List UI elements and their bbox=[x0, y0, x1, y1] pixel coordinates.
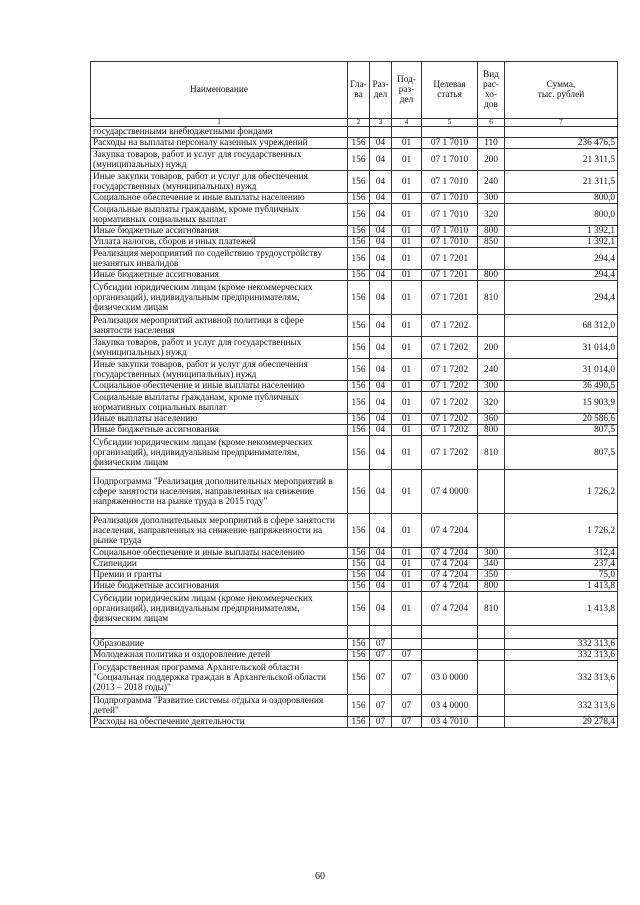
cell-glava bbox=[348, 626, 370, 639]
cell-vid-rashodov bbox=[478, 315, 505, 337]
cell-razdel: 04 bbox=[370, 581, 392, 592]
cell-vid-rashodov: 110 bbox=[478, 138, 505, 149]
cell-celevaya-statya: 07 1 7010 bbox=[422, 193, 478, 204]
cell-podrazdel: 01 bbox=[392, 514, 422, 548]
cell-summa: 332 313,6 bbox=[505, 661, 618, 695]
cell-celevaya-statya: 07 1 7202 bbox=[422, 337, 478, 359]
table-row bbox=[91, 381, 618, 392]
cell-vid-rashodov bbox=[478, 514, 505, 548]
cell-name: Иные закупки товаров, работ и услуг для обеспечения государственных (муниципальных) нужд bbox=[91, 171, 348, 193]
cell-glava: 156 bbox=[348, 248, 370, 270]
cell-razdel: 04 bbox=[370, 193, 392, 204]
cell-glava: 156 bbox=[348, 149, 370, 171]
cell-summa: 294,4 bbox=[505, 281, 618, 315]
cell-razdel bbox=[370, 127, 392, 138]
cell-vid-rashodov bbox=[478, 248, 505, 270]
cell-podrazdel bbox=[392, 639, 422, 650]
cell-celevaya-statya bbox=[422, 650, 478, 661]
cell-glava: 156 bbox=[348, 171, 370, 193]
cell-glava: 156 bbox=[348, 392, 370, 414]
cell-summa: 75,0 bbox=[505, 570, 618, 581]
table-row bbox=[91, 337, 618, 359]
cell-vid-rashodov: 800 bbox=[478, 226, 505, 237]
table-row bbox=[91, 548, 618, 559]
cell-summa: 29 278,4 bbox=[505, 717, 618, 728]
table-row bbox=[91, 138, 618, 149]
table-row bbox=[91, 127, 618, 138]
cell-name: Социальное обеспечение и иные выплаты населению bbox=[91, 381, 348, 392]
header-summa: Сумма, тыс. рублей bbox=[505, 62, 618, 119]
cell-vid-rashodov: 300 bbox=[478, 193, 505, 204]
cell-celevaya-statya: 07 1 7010 bbox=[422, 138, 478, 149]
cell-vid-rashodov: 800 bbox=[478, 581, 505, 592]
cell-summa: 15 903,9 bbox=[505, 392, 618, 414]
cell-summa: 312,4 bbox=[505, 548, 618, 559]
cell-razdel: 07 bbox=[370, 695, 392, 717]
cell-razdel: 04 bbox=[370, 425, 392, 436]
cell-glava: 156 bbox=[348, 470, 370, 514]
cell-razdel: 04 bbox=[370, 392, 392, 414]
cell-vid-rashodov: 240 bbox=[478, 359, 505, 381]
cell-glava bbox=[348, 127, 370, 138]
cell-name: Реализация мероприятий активной политики в сфере занятости населения bbox=[91, 315, 348, 337]
cell-summa: 1 413,8 bbox=[505, 592, 618, 626]
column-number: 1 bbox=[91, 119, 348, 127]
cell-podrazdel bbox=[392, 626, 422, 639]
cell-name: Уплата налогов, сборов и иных платежей bbox=[91, 237, 348, 248]
cell-podrazdel: 01 bbox=[392, 559, 422, 570]
cell-summa: 1 413,8 bbox=[505, 581, 618, 592]
cell-razdel: 07 bbox=[370, 650, 392, 661]
cell-name: Иные бюджетные ассигнования bbox=[91, 226, 348, 237]
cell-vid-rashodov: 320 bbox=[478, 204, 505, 226]
cell-summa: 1 726,2 bbox=[505, 470, 618, 514]
cell-summa: 31 014,0 bbox=[505, 359, 618, 381]
column-number: 6 bbox=[478, 119, 505, 127]
cell-glava: 156 bbox=[348, 548, 370, 559]
table-row bbox=[91, 639, 618, 650]
cell-razdel: 04 bbox=[370, 559, 392, 570]
cell-razdel: 04 bbox=[370, 171, 392, 193]
cell-razdel bbox=[370, 626, 392, 639]
cell-podrazdel: 01 bbox=[392, 470, 422, 514]
cell-vid-rashodov: 810 bbox=[478, 436, 505, 470]
column-number: 2 bbox=[348, 119, 370, 127]
cell-razdel: 04 bbox=[370, 204, 392, 226]
cell-name: Социальные выплаты гражданам, кроме публичных нормативных социальных выплат bbox=[91, 204, 348, 226]
cell-podrazdel: 01 bbox=[392, 248, 422, 270]
cell-vid-rashodov: 360 bbox=[478, 414, 505, 425]
cell-razdel: 04 bbox=[370, 226, 392, 237]
table-row bbox=[91, 281, 618, 315]
cell-celevaya-statya: 07 1 7202 bbox=[422, 381, 478, 392]
cell-name: государственными внебюджетными фондами bbox=[91, 127, 348, 138]
cell-name: Закупка товаров, работ и услуг для государственных (муниципальных) нужд bbox=[91, 337, 348, 359]
table-row bbox=[91, 592, 618, 626]
cell-name: Подпрограмма "Развитие системы отдыха и оздоровления детей" bbox=[91, 695, 348, 717]
cell-celevaya-statya: 07 4 7204 bbox=[422, 559, 478, 570]
cell-podrazdel: 07 bbox=[392, 717, 422, 728]
cell-celevaya-statya: 07 1 7201 bbox=[422, 270, 478, 281]
cell-name: Стипендии bbox=[91, 559, 348, 570]
header-glava: Гла- ва bbox=[348, 62, 370, 119]
cell-name: Социальные выплаты гражданам, кроме публичных нормативных социальных выплат bbox=[91, 392, 348, 414]
cell-name: Иные бюджетные ассигнования bbox=[91, 581, 348, 592]
cell-celevaya-statya: 07 4 7204 bbox=[422, 570, 478, 581]
cell-glava: 156 bbox=[348, 226, 370, 237]
cell-celevaya-statya: 07 4 7204 bbox=[422, 592, 478, 626]
cell-summa: 294,4 bbox=[505, 270, 618, 281]
cell-celevaya-statya: 07 4 0000 bbox=[422, 470, 478, 514]
header-vid-rashodov: Вид рас- хо- дов bbox=[478, 62, 505, 119]
cell-summa bbox=[505, 127, 618, 138]
cell-vid-rashodov bbox=[478, 626, 505, 639]
cell-podrazdel: 01 bbox=[392, 138, 422, 149]
cell-vid-rashodov: 810 bbox=[478, 281, 505, 315]
table-header-row bbox=[91, 62, 618, 119]
cell-glava: 156 bbox=[348, 237, 370, 248]
cell-celevaya-statya: 07 4 7204 bbox=[422, 581, 478, 592]
cell-summa: 31 014,0 bbox=[505, 337, 618, 359]
cell-glava: 156 bbox=[348, 717, 370, 728]
cell-podrazdel: 01 bbox=[392, 193, 422, 204]
table-row bbox=[91, 414, 618, 425]
cell-glava: 156 bbox=[348, 650, 370, 661]
cell-celevaya-statya: 07 1 7202 bbox=[422, 359, 478, 381]
cell-summa: 68 312,0 bbox=[505, 315, 618, 337]
cell-name: Субсидии юридическим лицам (кроме некоммерческих организаций), индивидуальным предпринимателям, физическим лицам bbox=[91, 592, 348, 626]
cell-podrazdel: 01 bbox=[392, 337, 422, 359]
cell-vid-rashodov bbox=[478, 639, 505, 650]
cell-glava: 156 bbox=[348, 425, 370, 436]
cell-glava: 156 bbox=[348, 281, 370, 315]
cell-razdel: 04 bbox=[370, 270, 392, 281]
cell-summa: 332 313,6 bbox=[505, 695, 618, 717]
cell-vid-rashodov: 800 bbox=[478, 425, 505, 436]
cell-podrazdel: 01 bbox=[392, 315, 422, 337]
column-number: 3 bbox=[370, 119, 392, 127]
cell-name: Иные бюджетные ассигнования bbox=[91, 270, 348, 281]
cell-razdel: 04 bbox=[370, 248, 392, 270]
cell-glava: 156 bbox=[348, 514, 370, 548]
cell-celevaya-statya: 07 1 7201 bbox=[422, 248, 478, 270]
cell-glava: 156 bbox=[348, 337, 370, 359]
table-row bbox=[91, 171, 618, 193]
cell-glava: 156 bbox=[348, 315, 370, 337]
cell-name: Расходы на выплаты персоналу казенных учреждений bbox=[91, 138, 348, 149]
cell-name: Реализация мероприятий по содействию трудоустройству незанятых инвалидов bbox=[91, 248, 348, 270]
cell-podrazdel: 01 bbox=[392, 204, 422, 226]
cell-glava: 156 bbox=[348, 270, 370, 281]
cell-name: Закупка товаров, работ и услуг для государственных (муниципальных) нужд bbox=[91, 149, 348, 171]
cell-vid-rashodov: 320 bbox=[478, 392, 505, 414]
cell-podrazdel: 01 bbox=[392, 281, 422, 315]
cell-vid-rashodov bbox=[478, 650, 505, 661]
cell-glava: 156 bbox=[348, 592, 370, 626]
cell-name: Образование bbox=[91, 639, 348, 650]
cell-podrazdel bbox=[392, 127, 422, 138]
cell-vid-rashodov: 340 bbox=[478, 559, 505, 570]
cell-summa: 332 313,6 bbox=[505, 650, 618, 661]
cell-celevaya-statya: 07 1 7010 bbox=[422, 171, 478, 193]
cell-summa: 236 476,5 bbox=[505, 138, 618, 149]
cell-name: Иные бюджетные ассигнования bbox=[91, 425, 348, 436]
cell-name: Подпрограмма "Реализация дополнительных мероприятий в сфере занятости населения, направленных на снижение напряженности на рынке труда в 2015 году" bbox=[91, 470, 348, 514]
cell-razdel: 07 bbox=[370, 717, 392, 728]
column-number: 7 bbox=[505, 119, 618, 127]
cell-glava: 156 bbox=[348, 193, 370, 204]
cell-celevaya-statya: 07 1 7202 bbox=[422, 436, 478, 470]
cell-podrazdel: 01 bbox=[392, 414, 422, 425]
cell-podrazdel: 01 bbox=[392, 570, 422, 581]
cell-vid-rashodov bbox=[478, 470, 505, 514]
cell-celevaya-statya: 03 4 7010 bbox=[422, 717, 478, 728]
cell-summa: 800,0 bbox=[505, 193, 618, 204]
cell-name bbox=[91, 626, 348, 639]
cell-vid-rashodov: 300 bbox=[478, 381, 505, 392]
cell-summa: 237,4 bbox=[505, 559, 618, 570]
cell-razdel: 04 bbox=[370, 570, 392, 581]
cell-razdel: 04 bbox=[370, 414, 392, 425]
table-row bbox=[91, 695, 618, 717]
cell-celevaya-statya bbox=[422, 127, 478, 138]
table-row bbox=[91, 425, 618, 436]
cell-podrazdel: 07 bbox=[392, 650, 422, 661]
cell-razdel: 04 bbox=[370, 237, 392, 248]
cell-vid-rashodov: 300 bbox=[478, 548, 505, 559]
cell-podrazdel: 01 bbox=[392, 436, 422, 470]
table-row bbox=[91, 661, 618, 695]
cell-podrazdel: 01 bbox=[392, 548, 422, 559]
header-razdel: Раз- дел bbox=[370, 62, 392, 119]
header-celevaya-statya: Целевая статья bbox=[422, 62, 478, 119]
cell-podrazdel: 01 bbox=[392, 381, 422, 392]
cell-name: Субсидии юридическим лицам (кроме некоммерческих организаций), индивидуальным предпринимателям, физическим лицам bbox=[91, 436, 348, 470]
table-row bbox=[91, 436, 618, 470]
cell-podrazdel: 01 bbox=[392, 581, 422, 592]
cell-glava: 156 bbox=[348, 138, 370, 149]
cell-name: Молодежная политика и оздоровление детей bbox=[91, 650, 348, 661]
cell-vid-rashodov bbox=[478, 695, 505, 717]
cell-vid-rashodov: 350 bbox=[478, 570, 505, 581]
table-row bbox=[91, 392, 618, 414]
cell-summa: 1 392,1 bbox=[505, 237, 618, 248]
cell-summa: 1 392,1 bbox=[505, 226, 618, 237]
cell-podrazdel: 01 bbox=[392, 592, 422, 626]
cell-summa: 294,4 bbox=[505, 248, 618, 270]
cell-razdel: 04 bbox=[370, 470, 392, 514]
cell-summa: 807,5 bbox=[505, 425, 618, 436]
cell-summa: 807,5 bbox=[505, 436, 618, 470]
cell-name: Субсидии юридическим лицам (кроме некоммерческих организаций), индивидуальным предпринимателям, физическим лицам bbox=[91, 281, 348, 315]
cell-razdel: 04 bbox=[370, 359, 392, 381]
cell-razdel: 04 bbox=[370, 548, 392, 559]
table-row bbox=[91, 470, 618, 514]
cell-summa: 800,0 bbox=[505, 204, 618, 226]
table-row bbox=[91, 204, 618, 226]
budget-table bbox=[90, 61, 618, 728]
cell-podrazdel: 01 bbox=[392, 237, 422, 248]
table-row bbox=[91, 193, 618, 204]
cell-summa: 21 311,5 bbox=[505, 171, 618, 193]
cell-name: Расходы на обеспечение деятельности bbox=[91, 717, 348, 728]
cell-vid-rashodov: 200 bbox=[478, 337, 505, 359]
cell-glava: 156 bbox=[348, 581, 370, 592]
cell-glava: 156 bbox=[348, 570, 370, 581]
cell-podrazdel: 01 bbox=[392, 171, 422, 193]
cell-razdel: 04 bbox=[370, 592, 392, 626]
table-row bbox=[91, 570, 618, 581]
cell-podrazdel: 01 bbox=[392, 226, 422, 237]
cell-celevaya-statya: 07 1 7202 bbox=[422, 392, 478, 414]
cell-razdel: 04 bbox=[370, 149, 392, 171]
cell-name: Социальное обеспечение и иные выплаты населению bbox=[91, 193, 348, 204]
table-body bbox=[91, 127, 618, 728]
cell-summa: 36 490,5 bbox=[505, 381, 618, 392]
cell-vid-rashodov: 240 bbox=[478, 171, 505, 193]
cell-celevaya-statya: 03 4 0000 bbox=[422, 695, 478, 717]
cell-summa: 1 726,2 bbox=[505, 514, 618, 548]
cell-podrazdel: 07 bbox=[392, 661, 422, 695]
cell-celevaya-statya: 07 1 7010 bbox=[422, 204, 478, 226]
cell-summa: 21 311,5 bbox=[505, 149, 618, 171]
table-row bbox=[91, 226, 618, 237]
cell-celevaya-statya: 07 1 7010 bbox=[422, 226, 478, 237]
table-row bbox=[91, 248, 618, 270]
cell-vid-rashodov bbox=[478, 717, 505, 728]
cell-vid-rashodov bbox=[478, 127, 505, 138]
table-row bbox=[91, 149, 618, 171]
cell-podrazdel: 01 bbox=[392, 425, 422, 436]
cell-vid-rashodov: 800 bbox=[478, 270, 505, 281]
cell-razdel: 04 bbox=[370, 514, 392, 548]
cell-glava: 156 bbox=[348, 559, 370, 570]
table-row bbox=[91, 650, 618, 661]
cell-glava: 156 bbox=[348, 414, 370, 425]
cell-summa: 332 313,6 bbox=[505, 639, 618, 650]
cell-razdel: 04 bbox=[370, 381, 392, 392]
cell-podrazdel: 07 bbox=[392, 695, 422, 717]
cell-glava: 156 bbox=[348, 436, 370, 470]
cell-razdel: 04 bbox=[370, 281, 392, 315]
cell-razdel: 07 bbox=[370, 661, 392, 695]
cell-celevaya-statya: 07 1 7010 bbox=[422, 149, 478, 171]
cell-celevaya-statya: 03 0 0000 bbox=[422, 661, 478, 695]
table-row bbox=[91, 514, 618, 548]
cell-celevaya-statya: 07 1 7201 bbox=[422, 281, 478, 315]
cell-name: Социальное обеспечение и иные выплаты населению bbox=[91, 548, 348, 559]
cell-name: Иные выплаты населению bbox=[91, 414, 348, 425]
cell-celevaya-statya: 07 1 7202 bbox=[422, 414, 478, 425]
table-row bbox=[91, 559, 618, 570]
page-number: 60 bbox=[315, 871, 325, 882]
cell-glava: 156 bbox=[348, 204, 370, 226]
table-row bbox=[91, 717, 618, 728]
table-row bbox=[91, 359, 618, 381]
cell-glava: 156 bbox=[348, 381, 370, 392]
cell-celevaya-statya: 07 1 7010 bbox=[422, 237, 478, 248]
cell-razdel: 04 bbox=[370, 436, 392, 470]
cell-name: Премии и гранты bbox=[91, 570, 348, 581]
cell-razdel: 07 bbox=[370, 639, 392, 650]
table-row bbox=[91, 581, 618, 592]
cell-name: Иные закупки товаров, работ и услуг для обеспечения государственных (муниципальных) нужд bbox=[91, 359, 348, 381]
cell-vid-rashodov bbox=[478, 661, 505, 695]
table-row bbox=[91, 270, 618, 281]
cell-razdel: 04 bbox=[370, 337, 392, 359]
cell-celevaya-statya: 07 1 7202 bbox=[422, 425, 478, 436]
cell-vid-rashodov: 810 bbox=[478, 592, 505, 626]
cell-razdel: 04 bbox=[370, 138, 392, 149]
cell-podrazdel: 01 bbox=[392, 270, 422, 281]
header-podrazdel: Под- раз- дел bbox=[392, 62, 422, 119]
cell-summa: 20 586,6 bbox=[505, 414, 618, 425]
cell-summa bbox=[505, 626, 618, 639]
column-number: 4 bbox=[392, 119, 422, 127]
column-number: 5 bbox=[422, 119, 478, 127]
cell-celevaya-statya bbox=[422, 639, 478, 650]
cell-podrazdel: 01 bbox=[392, 392, 422, 414]
cell-glava: 156 bbox=[348, 661, 370, 695]
cell-razdel: 04 bbox=[370, 315, 392, 337]
cell-vid-rashodov: 850 bbox=[478, 237, 505, 248]
column-number-row bbox=[91, 119, 618, 127]
cell-vid-rashodov: 200 bbox=[478, 149, 505, 171]
cell-celevaya-statya bbox=[422, 626, 478, 639]
cell-celevaya-statya: 07 4 7204 bbox=[422, 548, 478, 559]
cell-celevaya-statya: 07 4 7204 bbox=[422, 514, 478, 548]
cell-podrazdel: 01 bbox=[392, 359, 422, 381]
table-row bbox=[91, 315, 618, 337]
table-row bbox=[91, 626, 618, 639]
header-name: Наименование bbox=[91, 62, 348, 119]
cell-podrazdel: 01 bbox=[392, 149, 422, 171]
cell-glava: 156 bbox=[348, 359, 370, 381]
cell-name: Государственная программа Архангельской области "Социальная поддержка граждан в Архангельской области (2013 – 2018 годы)" bbox=[91, 661, 348, 695]
cell-glava: 156 bbox=[348, 639, 370, 650]
cell-celevaya-statya: 07 1 7202 bbox=[422, 315, 478, 337]
table-row bbox=[91, 237, 618, 248]
cell-glava: 156 bbox=[348, 695, 370, 717]
cell-name: Реализация дополнительных мероприятий в сфере занятости населения, направленных на снижение напряженности на рынке труда bbox=[91, 514, 348, 548]
